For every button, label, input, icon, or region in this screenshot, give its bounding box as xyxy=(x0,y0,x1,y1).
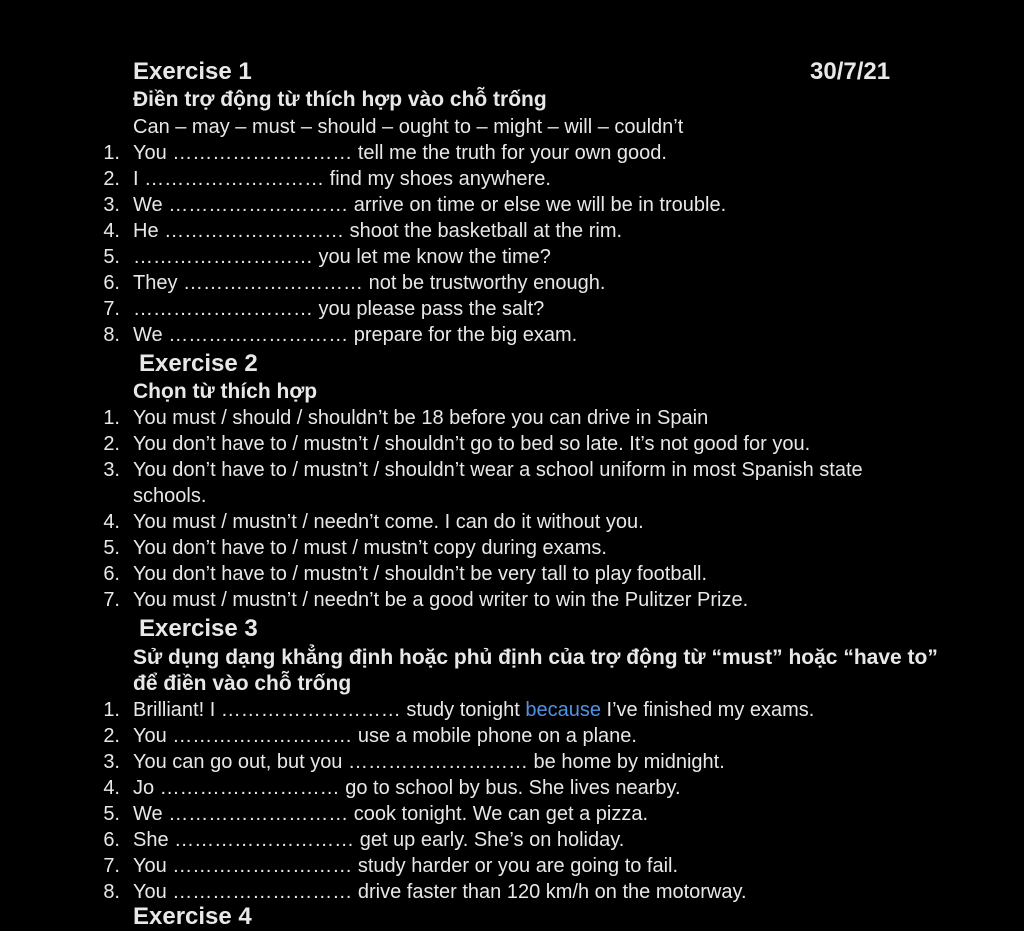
item-text-continuation: schools. xyxy=(133,485,207,507)
item-number: 5. xyxy=(103,246,120,268)
item-number: 1. xyxy=(103,142,120,164)
item-number: 4. xyxy=(103,777,120,799)
exercise-3-instruction-cont: để điền vào chỗ trống xyxy=(133,672,352,695)
item-text: You don’t have to / must / mustn’t copy during exams. xyxy=(133,537,607,559)
item-text: You don’t have to / mustn’t / shouldn’t go to bed so late. It’s not good for you. xyxy=(133,433,811,455)
exercise-3-instruction: Sử dụng dạng khẳng định hoặc phủ định của trợ động từ “must” hoặc “have to” xyxy=(133,646,938,669)
item-text: You ……………………… use a mobile phone on a plane. xyxy=(133,725,637,747)
item-text: You must / mustn’t / needn’t be a good writer to win the Pulitzer Prize. xyxy=(133,589,749,611)
item-number: 7. xyxy=(103,298,120,320)
item-number: 5. xyxy=(103,537,120,559)
item-text: She ……………………… get up early. She’s on holiday. xyxy=(133,829,625,851)
item-number: 1. xyxy=(103,407,120,429)
item-number: 6. xyxy=(103,829,120,851)
item-number: 7. xyxy=(103,855,120,877)
item-text: We ……………………… cook tonight. We can get a pizza. xyxy=(133,803,648,825)
item-number: 3. xyxy=(103,459,120,481)
item-number: 2. xyxy=(103,433,120,455)
item-text: ……………………… you please pass the salt? xyxy=(133,298,545,320)
exercise-3-title: Exercise 3 xyxy=(139,615,258,642)
item-text: You must / should / shouldn’t be 18 before you can drive in Spain xyxy=(133,407,709,429)
item-text: You ……………………… tell me the truth for your own good. xyxy=(133,142,667,164)
item-number: 1. xyxy=(103,699,120,721)
item-text: ……………………… you let me know the time? xyxy=(133,246,551,268)
item-text-after: I’ve finished my exams. xyxy=(600,699,815,721)
item-text: Jo ……………………… go to school by bus. She lives nearby. xyxy=(133,777,681,799)
exercise-2-title: Exercise 2 xyxy=(139,350,258,377)
item-number: 8. xyxy=(103,324,120,346)
exercise-4-title-cutoff: Exercise 4 xyxy=(133,903,252,930)
item-text: He ……………………… shoot the basketball at the rim. xyxy=(133,220,623,242)
item-text-before: Brilliant! I ……………………… study tonight xyxy=(133,699,526,721)
item-number: 6. xyxy=(103,272,120,294)
item-text: They ……………………… not be trustworthy enough. xyxy=(133,272,606,294)
because-link[interactable]: because xyxy=(525,699,601,721)
item-number: 8. xyxy=(103,881,120,903)
item-text xyxy=(133,697,814,723)
item-number: 3. xyxy=(103,751,120,773)
item-text: You don’t have to / mustn’t / shouldn’t be very tall to play football. xyxy=(133,563,708,585)
item-number: 2. xyxy=(103,168,120,190)
item-number: 6. xyxy=(103,563,120,585)
item-number: 4. xyxy=(103,511,120,533)
item-text: You don’t have to / mustn’t / shouldn’t wear a school uniform in most Spanish state xyxy=(133,459,863,481)
item-text: We ……………………… arrive on time or else we will be in trouble. xyxy=(133,194,727,216)
word-bank: Can – may – must – should – ought to – might – will – couldn’t xyxy=(133,116,684,138)
item-number: 2. xyxy=(103,725,120,747)
item-number: 7. xyxy=(103,589,120,611)
exercise-1-title: Exercise 1 xyxy=(133,58,252,85)
exercise-1-instruction: Điền trợ động từ thích hợp vào chỗ trống xyxy=(133,88,547,111)
item-text: You ……………………… drive faster than 120 km/h on the motorway. xyxy=(133,881,747,903)
document-date: 30/7/21 xyxy=(810,58,891,85)
exercise-2-instruction: Chọn từ thích hợp xyxy=(133,380,318,403)
item-text: You must / mustn’t / needn’t come. I can do it without you. xyxy=(133,511,644,533)
item-number: 5. xyxy=(103,803,120,825)
item-number: 3. xyxy=(103,194,120,216)
item-text: I ……………………… find my shoes anywhere. xyxy=(133,168,551,190)
item-text: You can go out, but you ……………………… be home by midnight. xyxy=(133,751,725,773)
item-text: We ……………………… prepare for the big exam. xyxy=(133,324,578,346)
item-number: 4. xyxy=(103,220,120,242)
item-text: You ……………………… study harder or you are going to fail. xyxy=(133,855,679,877)
